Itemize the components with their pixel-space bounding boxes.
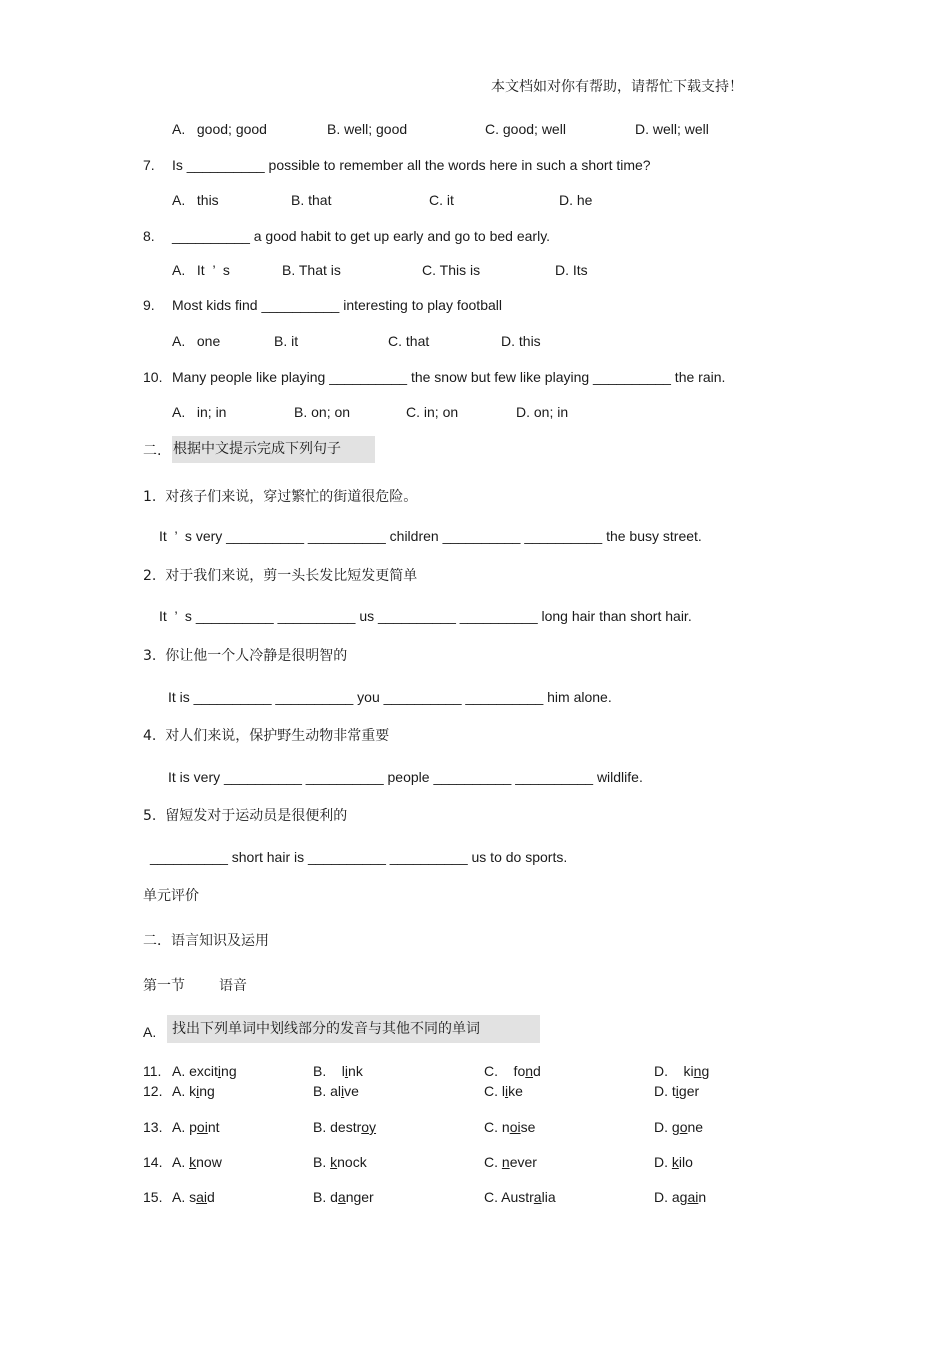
option-text: now	[196, 1154, 222, 1170]
underlined-letters: oy	[361, 1119, 377, 1135]
underlined-letters: i	[196, 1083, 200, 1099]
phonetic-option	[654, 1082, 699, 1100]
phonetic-option	[484, 1062, 541, 1080]
option-text: nger	[345, 1189, 374, 1205]
phonetic-option	[654, 1153, 693, 1171]
header-note: 本文档如对你有帮助，请帮忙下载支持！	[491, 79, 743, 95]
phonetic-option	[654, 1188, 706, 1206]
question-number: 10.	[143, 369, 163, 385]
phonetic-option	[484, 1118, 535, 1136]
underlined-letters: oi	[509, 1119, 521, 1135]
question-number: 11.	[143, 1063, 162, 1079]
part-name: 语音	[219, 978, 247, 994]
underlined-letters: n	[693, 1063, 702, 1079]
option-text: C.	[484, 1154, 502, 1170]
option-text: g	[701, 1063, 710, 1079]
translation-sentence: It is __________ __________ you __________ __________ him alone.	[168, 689, 612, 705]
option-text: d	[533, 1063, 541, 1079]
question-stem: Many people like playing __________ the snow but few like playing __________ the rain.	[172, 369, 726, 385]
translation-prompt: 5. 留短发对于运动员是很便利的	[143, 808, 348, 824]
phonetic-option	[172, 1082, 215, 1100]
option-text: ne	[687, 1119, 704, 1135]
option-b: B. that	[291, 192, 332, 208]
option-text: A. s	[172, 1189, 197, 1205]
option-text: nk	[348, 1063, 363, 1079]
option-text: ng	[221, 1063, 237, 1079]
phonetic-option	[654, 1062, 709, 1080]
option-text: C. Austr	[484, 1189, 534, 1205]
option-text: n	[698, 1189, 707, 1205]
option-text: ger	[678, 1083, 700, 1099]
phonetic-option	[172, 1062, 237, 1080]
part-title: 找出下列单词中划线部分的发音与其他不同的单词	[167, 1015, 540, 1043]
option-text: C. fo	[484, 1063, 526, 1079]
option-c: C. in; on	[406, 404, 459, 420]
phonetic-option	[313, 1188, 374, 1206]
underlined-letters: k	[189, 1154, 197, 1170]
question-number: 7.	[143, 157, 155, 173]
translation-prompt: 2. 对于我们来说，剪一头长发比短发更简单	[143, 568, 418, 584]
option-text: D. g	[654, 1119, 680, 1135]
option-d: D. on; in	[516, 404, 569, 420]
section-heading: 二．语言知识及运用	[143, 933, 269, 949]
translation-sentence: It ’ s __________ __________ us __________ __________ long hair than short hair.	[159, 608, 692, 624]
option-text: D. t	[654, 1083, 676, 1099]
option-text: C. n	[484, 1119, 510, 1135]
part-label: 第一节	[143, 978, 185, 994]
question-stem: Is __________ possible to remember all the words here in such a short time?	[172, 157, 651, 173]
option-a: A. one	[172, 333, 221, 349]
option-b: B. well; good	[327, 121, 408, 137]
option-a: A. It ’ s	[172, 262, 230, 278]
option-text: lia	[541, 1189, 556, 1205]
underlined-letters: oi	[196, 1119, 208, 1135]
phonetic-option	[484, 1082, 523, 1100]
translation-prompt: 1. 对孩子们来说，穿过繁忙的街道很危险。	[143, 489, 418, 505]
option-text: ve	[344, 1083, 359, 1099]
option-c: C. that	[388, 333, 430, 349]
option-c: C. it	[429, 192, 454, 208]
option-text: ng	[199, 1083, 215, 1099]
option-text: ilo	[678, 1154, 693, 1170]
underlined-letters: a	[533, 1189, 542, 1205]
option-text: se	[520, 1119, 536, 1135]
phonetic-option	[484, 1188, 556, 1206]
translation-prompt: 3. 你让他一个人冷静是很明智的	[143, 648, 348, 664]
option-d: D. Its	[555, 262, 588, 278]
underlined-letters: n	[501, 1154, 510, 1170]
option-b: B. on; on	[294, 404, 351, 420]
phonetic-option	[313, 1153, 367, 1171]
translation-sentence: It is very __________ __________ people __________ __________ wildlife.	[168, 769, 643, 785]
option-text: B. d	[313, 1189, 338, 1205]
phonetic-option	[313, 1082, 359, 1100]
phonetic-option	[172, 1118, 220, 1136]
underlined-letters: i	[505, 1083, 509, 1099]
underlined-letters: o	[679, 1119, 688, 1135]
option-b: B. That is	[282, 262, 341, 278]
option-text: nt	[207, 1119, 220, 1135]
phonetic-option	[654, 1118, 703, 1136]
option-d: D. this	[501, 333, 541, 349]
question-number: 13.	[143, 1119, 163, 1135]
question-number: 14.	[143, 1154, 163, 1170]
option-text: D. ag	[654, 1189, 688, 1205]
phonetic-option	[172, 1188, 215, 1206]
option-text: D. ki	[654, 1063, 694, 1079]
underlined-letters: i	[217, 1063, 222, 1079]
option-text: d	[207, 1189, 215, 1205]
option-text: A.	[172, 1154, 190, 1170]
option-c: C. good; well	[485, 121, 566, 137]
option-a: A. in; in	[172, 404, 227, 420]
underlined-letters: k	[671, 1154, 679, 1170]
section-number: 二.	[143, 443, 162, 459]
option-c: C. This is	[422, 262, 481, 278]
question-number: 9.	[143, 297, 155, 313]
option-text: B. al	[313, 1083, 342, 1099]
option-text: B. l	[313, 1063, 345, 1079]
question-stem: __________ a good habit to get up early and go to bed early.	[172, 228, 551, 244]
option-text: D.	[654, 1154, 672, 1170]
underlined-letters: k	[330, 1154, 338, 1170]
option-text: B. destr	[313, 1119, 362, 1135]
phonetic-option	[313, 1118, 376, 1136]
underlined-letters: ai	[687, 1189, 699, 1205]
translation-sentence: __________ short hair is __________ __________ us to do sports.	[150, 849, 568, 865]
translation-prompt: 4. 对人们来说，保护野生动物非常重要	[143, 728, 390, 744]
option-d: D. well; well	[635, 121, 709, 137]
translation-sentence: It ’ s very __________ __________ children __________ __________ the busy street.	[159, 528, 702, 544]
question-stem: Most kids find __________ interesting to play football	[172, 297, 502, 313]
underlined-letters: n	[525, 1063, 534, 1079]
option-a: A. good; good	[172, 121, 267, 137]
option-d: D. he	[559, 192, 593, 208]
option-text: A. excit	[172, 1063, 218, 1079]
underlined-letters: i	[344, 1063, 349, 1079]
underlined-letters: i	[675, 1083, 679, 1099]
phonetic-option	[172, 1153, 222, 1171]
underlined-letters: a	[337, 1189, 346, 1205]
phonetic-option	[484, 1153, 537, 1171]
underlined-letters: ai	[196, 1189, 208, 1205]
section-title: 根据中文提示完成下列句子	[172, 436, 375, 463]
unit-eval-heading: 单元评价	[143, 888, 199, 904]
option-text: A. k	[172, 1083, 197, 1099]
option-text: C. l	[484, 1083, 505, 1099]
question-number: 15.	[143, 1189, 163, 1205]
question-number: 8.	[143, 228, 155, 244]
option-b: B. it	[274, 333, 299, 349]
option-text: A. p	[172, 1119, 197, 1135]
option-a: A. this	[172, 192, 219, 208]
option-text: nock	[337, 1154, 367, 1170]
option-text: ke	[508, 1083, 523, 1099]
underlined-letters: i	[341, 1083, 345, 1099]
question-number: 12.	[143, 1083, 163, 1099]
part-letter: A.	[143, 1024, 157, 1040]
option-text: B.	[313, 1154, 331, 1170]
option-text: ever	[509, 1154, 537, 1170]
phonetic-option	[313, 1062, 363, 1080]
